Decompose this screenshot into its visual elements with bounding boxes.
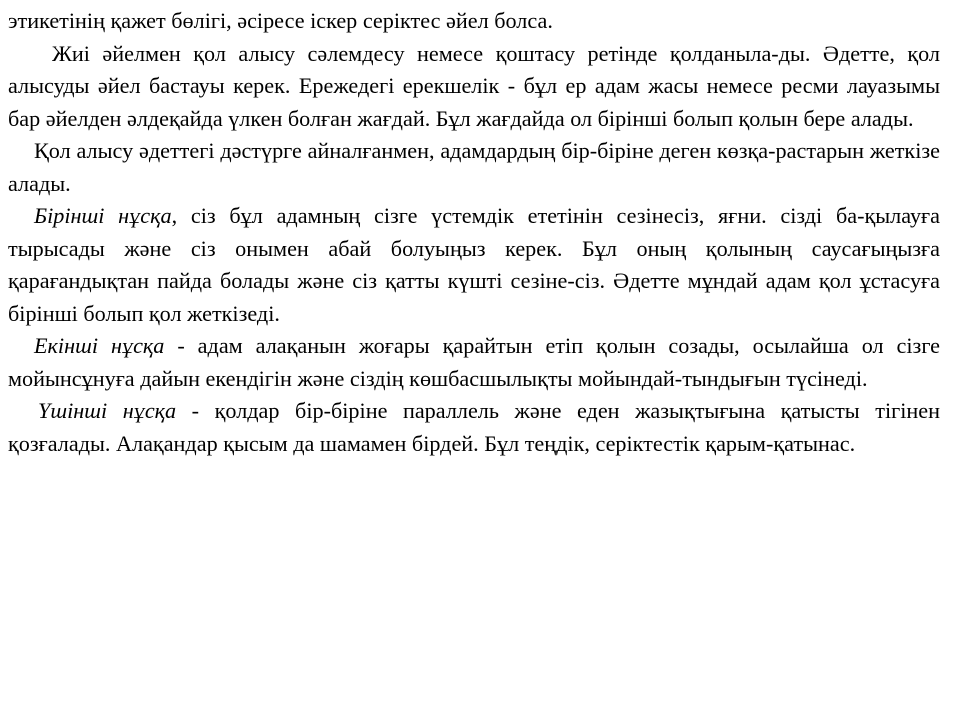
paragraph-first-variant (8, 200, 940, 330)
paragraph-handshake-greeting (8, 38, 940, 136)
paragraph-third-variant (8, 395, 940, 460)
paragraph-text: этикетінің қажет бөлігі, әсіресе іскер серіктес әйел болса. (8, 8, 553, 33)
paragraph-text: Жиі әйелмен қол алысу сәлемдесу немесе қоштасу ретінде қолданыла-ды. Әдетте, қол алысуды әйел бастауы керек. Ережедегі ерекшелік - бұл ер адам жасы немесе ресми лауазымы бар әйелден әлдеқайда үлкен болған жағдай. Бұл жағдайда ол бірінші болып қолын бере алады. (8, 40, 940, 131)
paragraph-text: - қолдар бір-біріне параллель және еден жазықтығына қатысты тігінен қозғалады. Алақандар қысым да шамамен бірдей. Бұл теңдік, серіктестік қарым-қатынас. (8, 398, 940, 456)
variant-title: Бірінші нұсқа (34, 203, 172, 228)
variant-title: Үшінші нұсқа (38, 398, 177, 423)
paragraph-text: , сіз бұл адамның сізге үстемдік ететінін сезінесіз, яғни. сізді ба-қылауға тырысады және сіз онымен абай болуыңыз керек. Бұл оның қолының саусағыңызға қарағандықтан пайда болады және сіз қатты күшті сезіне-сіз. Әдетте мұндай адам қол ұстасуға бірінші болып қол жеткізеді. (8, 203, 940, 326)
paragraph-text: - адам алақанын жоғары қарайтын етіп қолын созады, осылайша ол сізге мойынсұнуға дайын екендігін және сіздің көшбасшылықты мойындай-тындығын түсінеді. (8, 333, 940, 391)
paragraph-second-variant (8, 330, 940, 395)
variant-title: Екінші нұсқа (34, 333, 165, 358)
paragraph-intro-continuation (8, 5, 940, 38)
paragraph-handshake-tradition (8, 135, 940, 200)
document-body (8, 5, 940, 460)
paragraph-text: Қол алысу әдеттегі дәстүрге айналғанмен, адамдардың бір-біріне деген көзқа-растарын жеткізе алады. (8, 138, 940, 196)
